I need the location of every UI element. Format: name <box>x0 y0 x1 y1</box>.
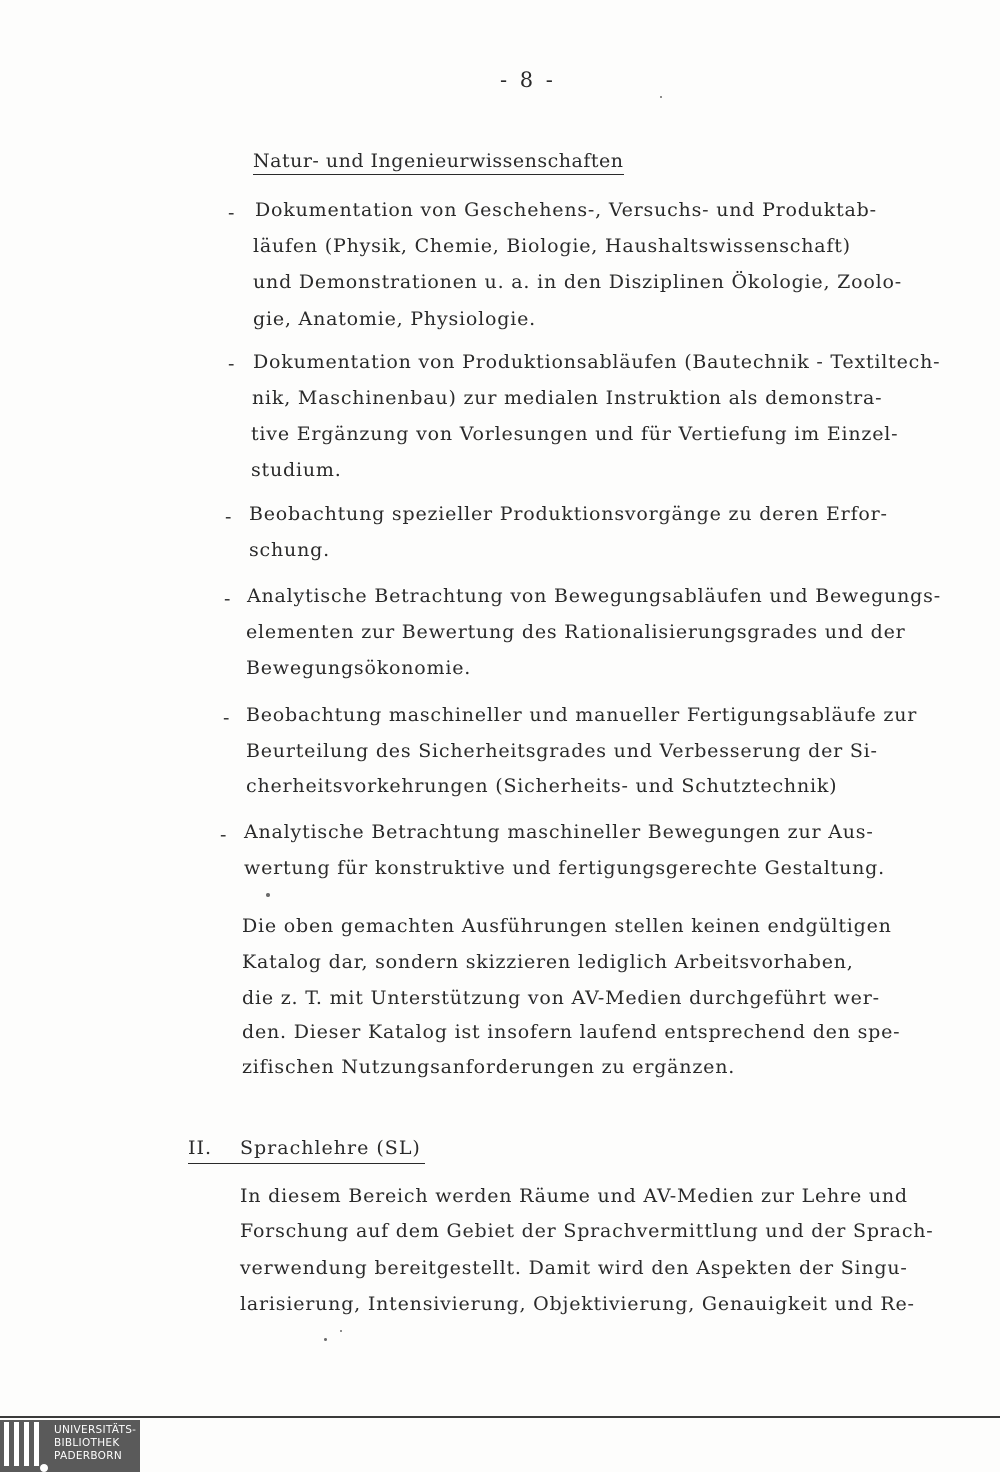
paragraph-line: die z. T. mit Unterstützung von AV-Medien durchgeführt wer- <box>242 987 880 1009</box>
bullet-line: Beobachtung spezieller Produktionsvorgänge zu deren Erfor- <box>249 503 888 525</box>
paragraph-line: larisierung, Intensivierung, Objektivierung, Genauigkeit und Re- <box>240 1293 915 1315</box>
section-number: II. <box>188 1137 213 1159</box>
bullet-line: Dokumentation von Geschehens-, Versuchs- und Produktab- <box>255 199 877 221</box>
bullet-line: elementen zur Bewertung des Rationalisierungsgrades und der <box>246 621 906 643</box>
page-number: - 8 - <box>500 68 556 92</box>
bullet-line: studium. <box>251 459 342 481</box>
paragraph-line: den. Dieser Katalog ist insofern laufend entsprechend den spe- <box>242 1021 901 1043</box>
paragraph-line: Forschung auf dem Gebiet der Sprachvermittlung und der Sprach- <box>240 1220 934 1242</box>
stamp-line-2: BIBLIOTHEK <box>54 1437 120 1449</box>
scan-speck <box>660 96 662 98</box>
bullet-line: Dokumentation von Produktionsabläufen (Bautechnik - Textiltech- <box>253 351 941 373</box>
bullet-line: Analytische Betrachtung von Bewegungsabläufen und Bewegungs- <box>247 585 941 607</box>
bullet-line: Beurteilung des Sicherheitsgrades und Verbesserung der Si- <box>246 740 878 762</box>
bullet-dash: - <box>225 506 232 528</box>
bullet-line: gie, Anatomie, Physiologie. <box>253 308 536 330</box>
bullet-line: schung. <box>249 539 330 561</box>
bullet-line: Bewegungsökonomie. <box>246 657 472 679</box>
stamp-line-3: PADERBORN <box>54 1450 122 1462</box>
footer-rule <box>0 1416 1000 1418</box>
bullet-line: nik, Maschinenbau) zur medialen Instruktion als demonstra- <box>252 387 883 409</box>
bullet-line: und Demonstrationen u. a. in den Disziplinen Ökologie, Zoolo- <box>253 271 902 293</box>
barcode-icon <box>4 1422 48 1468</box>
bullet-line: wertung für konstruktive und fertigungsgerechte Gestaltung. <box>244 857 885 879</box>
scan-speck <box>266 893 270 897</box>
section-heading: Natur- und Ingenieurwissenschaften <box>253 150 624 175</box>
bullet-line: cherheitsvorkehrungen (Sicherheits- und Schutztechnik) <box>246 775 838 797</box>
bullet-dash: - <box>228 353 235 375</box>
paragraph-line: Katalog dar, sondern skizzieren lediglich Arbeitsvorhaben, <box>242 951 854 973</box>
stamp-line-1: UNIVERSITÄTS- <box>54 1424 137 1436</box>
bullet-line: tive Ergänzung von Vorlesungen und für Vertiefung im Einzel- <box>251 423 899 445</box>
library-stamp <box>0 1420 140 1472</box>
bullet-dash: - <box>223 707 230 729</box>
paragraph-line: verwendung bereitgestellt. Damit wird den Aspekten der Singu- <box>240 1257 908 1279</box>
section-title: Sprachlehre (SL) <box>240 1137 421 1159</box>
paragraph-line: Die oben gemachten Ausführungen stellen keinen endgültigen <box>242 915 892 937</box>
bullet-line: läufen (Physik, Chemie, Biologie, Haushaltswissenschaft) <box>253 235 851 257</box>
bullet-dash: - <box>228 202 235 224</box>
bullet-dash: - <box>224 588 231 610</box>
scan-speck <box>324 1338 327 1341</box>
bullet-line: Beobachtung maschineller und manueller Fertigungsabläufe zur <box>246 704 918 726</box>
scan-speck <box>340 1330 342 1332</box>
paragraph-line: zifischen Nutzungsanforderungen zu ergänzen. <box>242 1056 736 1078</box>
paragraph-line: In diesem Bereich werden Räume und AV-Medien zur Lehre und <box>240 1185 908 1207</box>
bullet-line: Analytische Betrachtung maschineller Bewegungen zur Aus- <box>244 821 874 843</box>
bullet-dash: - <box>220 824 227 846</box>
